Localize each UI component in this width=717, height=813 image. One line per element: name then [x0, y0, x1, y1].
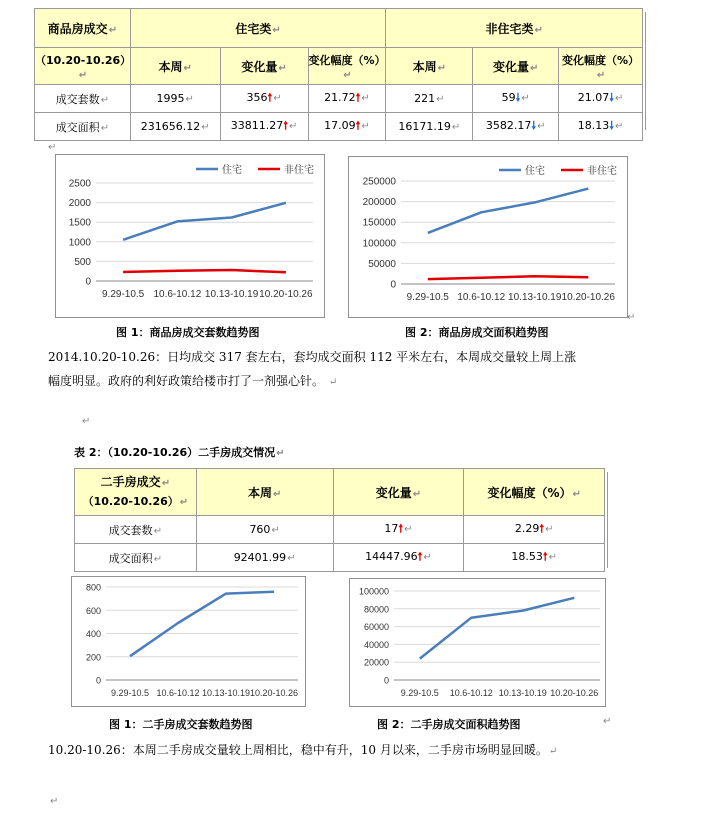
caption-chart4: 图 2：二手房成交面积趋势图	[377, 718, 521, 731]
table2-col-this-week: 本周↵	[196, 469, 333, 516]
table1-group-nonresidential: 非住宅类↵	[386, 9, 643, 48]
paragraph-line: 幅度明显。政府的利好政策给楼市打了一剂强心针。 ↵	[48, 374, 338, 388]
y-tick-label: 150000	[362, 217, 396, 229]
change: 17🠕↵	[333, 516, 464, 544]
table-new-housing	[34, 8, 643, 141]
table2-title: 表 2：（10.20-10.26）二手房成交情况↵	[74, 446, 285, 459]
table2-col-change-pct: 变化幅度（%）↵	[464, 469, 605, 516]
arrow-down-icon: 🠗	[609, 91, 614, 104]
series-line	[123, 270, 286, 272]
y-tick-label: 400	[85, 629, 101, 639]
chart-svg	[72, 577, 305, 706]
y-tick-label: 80000	[363, 604, 389, 615]
paragraph-mark: ↵	[603, 716, 612, 727]
paragraph-mark: ↵	[627, 312, 636, 323]
chart-second-hand-area	[349, 578, 606, 707]
arrow-up-icon: 🠕	[539, 522, 545, 535]
res-pct: 17.09🠕↵	[308, 113, 386, 141]
arrow-down-icon: 🠗	[515, 91, 521, 104]
y-tick-label: 0	[95, 675, 101, 686]
arrow-down-icon: 🠗	[531, 119, 537, 132]
chart-new-housing-area	[348, 156, 628, 318]
table2-col-change: 变化量↵	[333, 469, 464, 516]
arrow-up-icon: 🠕	[542, 550, 548, 563]
arrow-up-icon: 🠕	[267, 91, 273, 104]
legend-label: 非住宅	[587, 166, 617, 177]
table2-corner: 二手房成交↵ （10.20-10.26）↵	[75, 469, 197, 516]
non-week: 221↵	[386, 85, 473, 113]
y-tick-label: 800	[85, 582, 101, 593]
week: 760↵	[196, 516, 333, 544]
x-tick-label: 10.20-10.26	[259, 289, 313, 300]
paragraph-mark: ↵	[50, 796, 59, 807]
y-tick-label: 2000	[68, 198, 91, 210]
y-tick-label: 40000	[363, 639, 389, 650]
x-tick-label: 10.13-10.19	[498, 688, 547, 698]
table-row	[75, 544, 605, 572]
y-tick-label: 20000	[363, 657, 389, 668]
legend-label: 住宅	[525, 166, 545, 177]
x-tick-label: 10.6-10.12	[156, 688, 200, 698]
series-line	[130, 592, 274, 657]
chart-svg	[350, 579, 605, 706]
table1-col-this-week-non: 本周↵	[386, 48, 473, 85]
paragraph-summary-new	[48, 345, 576, 395]
paragraph-line: 2014.10.20-10.26：日均成交 317 套左右，套均成交面积 112 平米左右，本周成交量较上周上涨	[48, 350, 577, 364]
series-line	[420, 598, 575, 659]
table-row	[35, 113, 643, 141]
y-tick-label: 0	[383, 675, 389, 686]
pct: 18.53🠕↵	[464, 544, 605, 572]
x-tick-label: 9.29-10.5	[400, 688, 439, 698]
row-label: 成交面积↵	[35, 113, 131, 141]
x-tick-label: 10.6-10.12	[457, 292, 506, 303]
y-tick-label: 100000	[358, 586, 389, 597]
x-tick-label: 10.13-10.19	[204, 289, 259, 300]
res-week: 1995↵	[130, 85, 220, 113]
table1-corner-label: 商品房成交↵	[35, 9, 131, 48]
table-second-hand	[74, 468, 605, 572]
chart-svg	[56, 155, 324, 317]
table1-col-change-non: 变化量↵	[473, 48, 559, 85]
table1-period-label: （10.20-10.26）↵	[35, 48, 131, 85]
res-week: 231656.12↵	[130, 113, 220, 141]
y-tick-label: 0	[390, 279, 396, 291]
res-change: 356🠕↵	[220, 85, 308, 113]
arrow-up-icon: 🠕	[355, 91, 361, 104]
non-pct: 21.07🠗↵	[559, 85, 643, 113]
x-tick-label: 9.29-10.5	[110, 688, 150, 698]
y-tick-label: 0	[85, 276, 91, 288]
table1-col-change-pct-non: 变化幅度（%）↵	[559, 48, 643, 85]
arrow-up-icon: 🠕	[283, 119, 289, 132]
non-pct: 18.13🠗↵	[559, 113, 643, 141]
arrow-down-icon: 🠗	[609, 119, 614, 132]
pct: 2.29🠕↵	[464, 516, 605, 544]
y-tick-label: 600	[85, 605, 101, 616]
x-tick-label: 10.20-10.26	[561, 292, 615, 303]
table-end-marker	[645, 12, 646, 130]
x-tick-label: 10.6-10.12	[449, 688, 493, 698]
series-line	[428, 276, 589, 279]
row-label: 成交套数↵	[75, 516, 197, 544]
paragraph-summary-second-hand: 10.20-10.26：本周二手房成交量较上周相比，稳中有升，10 月以来，二手房市场明显回暖。↵	[48, 743, 558, 757]
arrow-up-icon: 🠕	[417, 550, 423, 563]
x-tick-label: 10.13-10.19	[508, 292, 562, 303]
res-pct: 21.72🠕↵	[308, 85, 386, 113]
table-row	[75, 516, 605, 544]
y-tick-label: 2500	[68, 178, 91, 190]
paragraph-mark: ↵	[48, 142, 57, 153]
y-tick-label: 1500	[68, 217, 91, 229]
res-change: 33811.27🠕↵	[220, 113, 308, 141]
x-tick-label: 10.20-10.26	[550, 688, 599, 698]
table1-col-change: 变化量↵	[220, 48, 308, 85]
change: 14447.96🠕↵	[333, 544, 464, 572]
y-tick-label: 200000	[362, 197, 396, 209]
week: 92401.99↵	[196, 544, 333, 572]
chart-second-hand-units	[71, 576, 306, 707]
table-end-marker	[607, 472, 608, 568]
caption-chart2: 图 2：商品房成交面积趋势图	[405, 326, 549, 339]
x-tick-label: 10.6-10.12	[153, 289, 202, 300]
series-line	[123, 203, 286, 240]
non-week: 16171.19↵	[386, 113, 473, 141]
table1-col-change-pct: 变化幅度（%）↵	[308, 48, 386, 85]
x-tick-label: 9.29-10.5	[406, 292, 449, 303]
table1-col-this-week: 本周↵	[130, 48, 220, 85]
table-row	[35, 85, 643, 113]
caption-chart1: 图 1：商品房成交套数趋势图	[116, 326, 260, 339]
legend-label: 住宅	[222, 165, 242, 176]
y-tick-label: 250000	[362, 176, 396, 188]
y-tick-label: 50000	[368, 258, 396, 270]
non-change: 59🠗↵	[473, 85, 559, 113]
chart-new-housing-units	[55, 154, 325, 318]
y-tick-label: 100000	[362, 238, 396, 250]
y-tick-label: 200	[85, 652, 101, 663]
row-label: 成交面积↵	[75, 544, 197, 572]
series-line	[428, 189, 589, 233]
y-tick-label: 500	[74, 256, 91, 268]
row-label: 成交套数↵	[35, 85, 131, 113]
y-tick-label: 1000	[68, 237, 91, 249]
caption-chart3: 图 1：二手房成交套数趋势图	[109, 718, 253, 731]
non-change: 3582.17🠗↵	[473, 113, 559, 141]
arrow-up-icon: 🠕	[398, 522, 404, 535]
y-tick-label: 60000	[363, 622, 389, 633]
x-tick-label: 10.20-10.26	[249, 688, 299, 698]
legend-label: 非住宅	[284, 165, 314, 176]
x-tick-label: 9.29-10.5	[101, 289, 145, 300]
x-tick-label: 10.13-10.19	[201, 688, 251, 698]
table1-group-residential: 住宅类↵	[130, 9, 386, 48]
arrow-up-icon: 🠕	[355, 119, 361, 132]
chart-svg	[349, 157, 627, 317]
paragraph-mark: ↵	[82, 416, 91, 427]
